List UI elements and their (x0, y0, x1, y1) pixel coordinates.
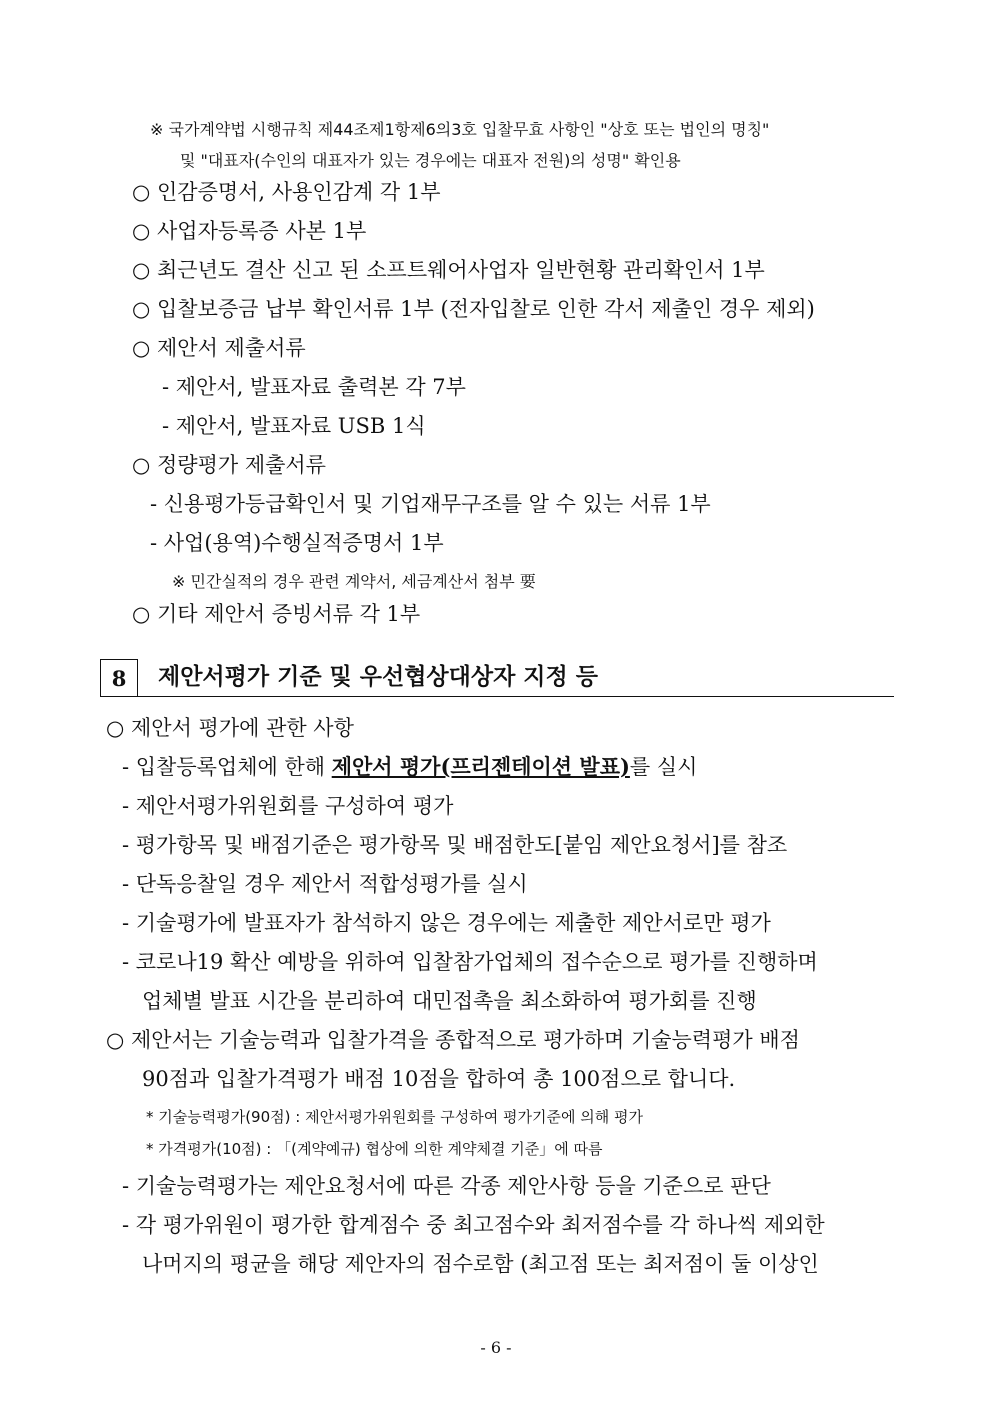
sub-item (122, 753, 697, 781)
sub-item: - 제안서, 발표자료 USB 1식 (162, 414, 426, 438)
note-line: 및 "대표자(수인의 대표자가 있는 경우에는 대표자 전원)의 성명" 확인용 (180, 151, 681, 170)
list-item: ○ 사업자등록증 사본 1부 (132, 219, 367, 243)
list-item: ○ 제안서 제출서류 (132, 336, 306, 360)
note-line: ※ 국가계약법 시행규칙 제44조제1항제6의3호 입찰무효 사항인 "상호 또는 법인의 명칭" (150, 120, 770, 139)
emphasis-text: 제안서 평가(프리젠테이션 발표) (331, 754, 630, 779)
list-item: ○ 제안서는 기술능력과 입찰가격을 종합적으로 평가하며 기술능력평가 배점 (106, 1028, 800, 1052)
list-item: ○ 제안서 평가에 관한 사항 (106, 716, 354, 740)
list-item-cont: 90점과 입찰가격평가 배점 10점을 합하여 총 100점으로 합니다. (142, 1067, 736, 1091)
sub-item: - 사업(용역)수행실적증명서 1부 (150, 531, 444, 555)
list-item: ○ 입찰보증금 납부 확인서류 1부 (전자입찰로 인한 각서 제출인 경우 제외) (132, 297, 815, 321)
sub-item: - 신용평가등급확인서 및 기업재무구조를 알 수 있는 서류 1부 (150, 492, 711, 516)
sub-item-cont: 업체별 발표 시간을 분리하여 대민접촉을 최소화하여 평가회를 진행 (142, 989, 757, 1013)
section-title: 제안서평가 기준 및 우선협상대상자 지정 등 (158, 663, 598, 690)
text-span: - 입찰등록업체에 한해 (122, 755, 332, 779)
sub-item: - 각 평가위원이 평가한 합계점수 중 최고점수와 최저점수를 각 하나씩 제외한 (122, 1213, 825, 1237)
list-item: ○ 최근년도 결산 신고 된 소프트웨어사업자 일반현황 관리확인서 1부 (132, 258, 765, 282)
sub-item: - 기술평가에 발표자가 참석하지 않은 경우에는 제출한 제안서로만 평가 (122, 911, 771, 935)
note-line: * 기술능력평가(90점) : 제안서평가위원회를 구성하여 평가기준에 의해 평가 (146, 1108, 643, 1126)
sub-item: - 제안서, 발표자료 출력본 각 7부 (162, 375, 466, 399)
text-span: 를 실시 (629, 755, 698, 779)
note-line: * 가격평가(10점) : 「(계약예규) 협상에 의한 계약체결 기준」에 따름 (146, 1140, 603, 1158)
sub-item: - 제안서평가위원회를 구성하여 평가 (122, 794, 454, 818)
sub-item: - 평가항목 및 배점기준은 평가항목 및 배점한도[붙임 제안요청서]를 참조 (122, 833, 788, 857)
section-number-box (100, 659, 138, 697)
list-item: ○ 정량평가 제출서류 (132, 453, 326, 477)
section-number: 8 (111, 665, 127, 691)
sub-item: - 코로나19 확산 예방을 위하여 입찰참가업체의 접수순으로 평가를 진행하며 (122, 950, 818, 974)
sub-item-cont: 나머지의 평균을 해당 제안자의 점수로함 (최고점 또는 최저점이 둘 이상인 (142, 1252, 819, 1276)
note-line: ※ 민간실적의 경우 관련 계약서, 세금계산서 첨부 要 (172, 572, 536, 591)
section-rule (100, 696, 894, 697)
sub-item: - 기술능력평가는 제안요청서에 따른 각종 제안사항 등을 기준으로 판단 (122, 1174, 771, 1198)
page-number: - 6 - (480, 1338, 512, 1357)
list-item: ○ 인감증명서, 사용인감계 각 1부 (132, 180, 441, 204)
sub-item: - 단독응찰일 경우 제안서 적합성평가를 실시 (122, 872, 528, 896)
list-item: ○ 기타 제안서 증빙서류 각 1부 (132, 602, 421, 626)
